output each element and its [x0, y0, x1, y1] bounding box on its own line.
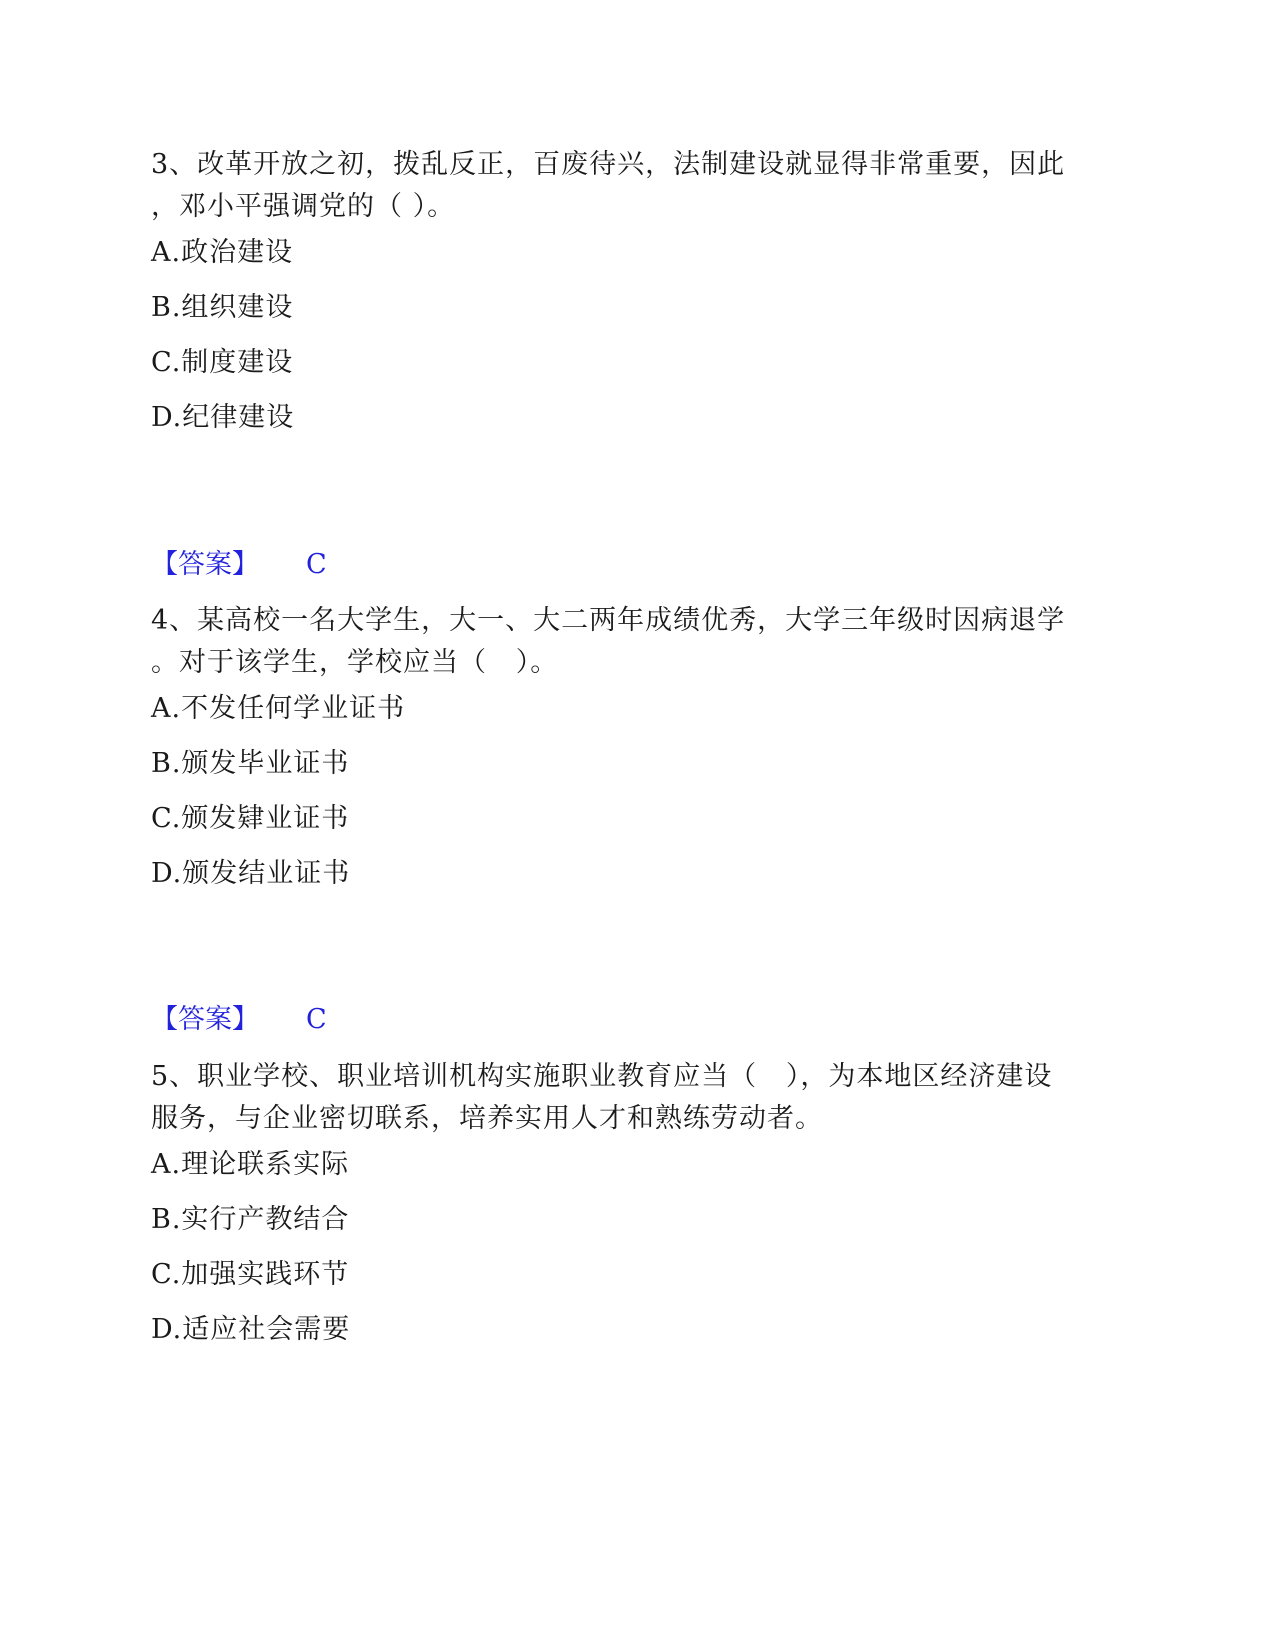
question-3 [151, 144, 1111, 433]
option-a: A.不发任何学业证书 [151, 693, 406, 724]
question-4 [151, 600, 1111, 889]
answer-line [151, 1003, 327, 1037]
option-d: D.适应社会需要 [151, 1314, 351, 1345]
question-stem-line: 。对于该学生，学校应当（ ）。 [151, 647, 559, 678]
question-stem-line: 5、职业学校、职业培训机构实施职业教育应当（ ），为本地区经济建设 [151, 1061, 1053, 1092]
answer-line [151, 548, 327, 582]
option-a: A.理论联系实际 [151, 1149, 350, 1180]
option-c: C.制度建设 [151, 347, 294, 378]
option-a: A.政治建设 [151, 237, 294, 268]
answer-tag: 【答案】 [151, 1004, 259, 1035]
option-c: C.加强实践环节 [151, 1259, 350, 1290]
question-stem-line: 4、某高校一名大学生，大一、大二两年成绩优秀，大学三年级时因病退学 [151, 605, 1066, 636]
option-b: B.颁发毕业证书 [151, 748, 350, 779]
option-b: B.实行产教结合 [151, 1204, 350, 1235]
option-d: D.纪律建设 [151, 402, 295, 433]
answer-tag: 【答案】 [151, 549, 259, 580]
option-d: D.颁发结业证书 [151, 858, 351, 889]
answer-value: C [306, 549, 327, 580]
option-c: C.颁发肄业证书 [151, 803, 350, 834]
question-5 [151, 1056, 1111, 1345]
answer-value: C [306, 1004, 327, 1035]
question-stem-line: 服务，与企业密切联系，培养实用人才和熟练劳动者。 [151, 1103, 823, 1134]
question-stem-line: ，邓小平强调党的（ ）。 [151, 191, 456, 222]
question-stem-line: 3、改革开放之初，拨乱反正，百废待兴，法制建设就显得非常重要，因此 [151, 149, 1066, 180]
option-b: B.组织建设 [151, 292, 294, 323]
